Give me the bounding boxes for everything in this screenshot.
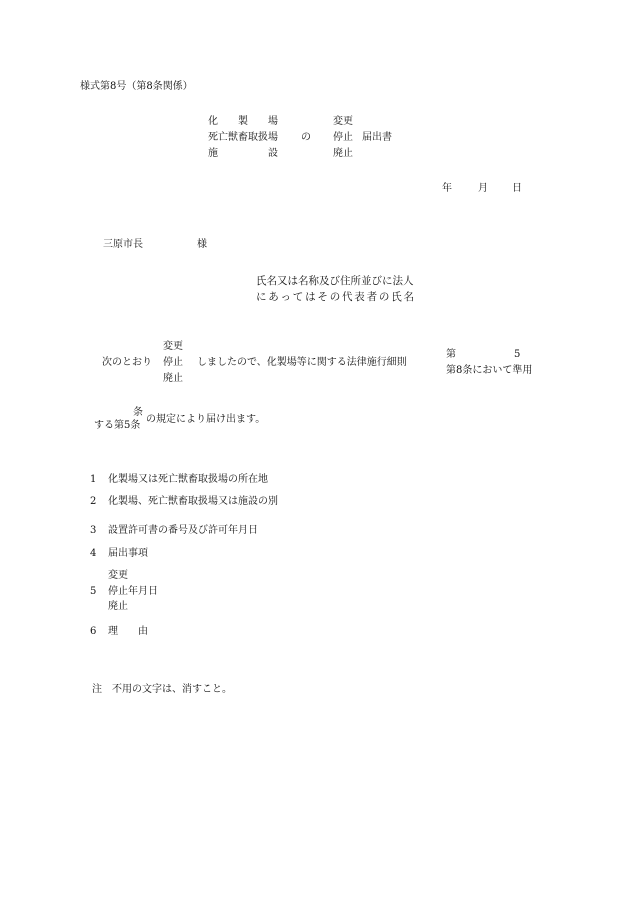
statement-option-change: 変更 bbox=[163, 341, 183, 352]
item-4-number: 4 bbox=[90, 548, 97, 559]
statement-option-abolish: 廃止 bbox=[163, 373, 183, 384]
item-6-number: 6 bbox=[90, 626, 97, 637]
title-suffix: 届出書 bbox=[362, 132, 392, 143]
date-year: 年 bbox=[442, 183, 452, 194]
item-4-text: 届出事項 bbox=[108, 548, 148, 559]
item-6-text: 理 由 bbox=[108, 626, 148, 637]
item-5-option-change: 変更 bbox=[108, 570, 128, 581]
date-day: 日 bbox=[512, 183, 522, 194]
item-5-number: 5 bbox=[90, 586, 97, 597]
title-col2-line1: 変更 bbox=[333, 116, 353, 127]
statement-option-stop: 停止 bbox=[163, 357, 183, 368]
title-col1-line1: 化 製 場 bbox=[208, 116, 278, 127]
recipient-honorific: 様 bbox=[197, 239, 207, 250]
note: 注 不用の文字は、消すこと。 bbox=[92, 684, 232, 695]
title-col2-line3: 廃止 bbox=[333, 148, 353, 159]
item-5-option-stop-date: 停止年月日 bbox=[108, 586, 158, 597]
title-col1-line2: 死亡獣畜取扱場 bbox=[208, 132, 278, 143]
item-2-text: 化製場、死亡獣畜取扱場又は施設の別 bbox=[108, 496, 278, 507]
item-2-number: 2 bbox=[90, 496, 97, 507]
statement-right-top-right: 5 bbox=[514, 349, 521, 360]
statement-right-bottom: 第8条において準用 bbox=[446, 365, 533, 376]
applicant-line1: 氏名又は名称及び住所並びに法人 bbox=[256, 275, 414, 287]
title-col1-line3: 施 設 bbox=[208, 148, 278, 159]
item-3-text: 設置許可書の番号及び許可年月日 bbox=[108, 525, 258, 536]
statement-line2-rest: の規定により届け出ます。 bbox=[146, 414, 266, 425]
statement-right-top-left: 第 bbox=[446, 349, 456, 360]
recipient-name: 三原市長 bbox=[103, 239, 143, 250]
item-3-number: 3 bbox=[90, 525, 97, 536]
statement-lead: 次のとおり bbox=[102, 357, 152, 368]
title-particle: の bbox=[301, 132, 311, 143]
applicant-line2: にあってはその代表者の氏名 bbox=[256, 291, 416, 303]
item-1-number: 1 bbox=[90, 474, 97, 485]
form-number: 様式第8号（第8条関係） bbox=[80, 81, 193, 92]
statement-line2-sup: 条 bbox=[133, 407, 143, 418]
item-5-option-abolish: 廃止 bbox=[108, 601, 128, 612]
date-month: 月 bbox=[478, 183, 488, 194]
statement-line2-left: する第5条 bbox=[94, 420, 141, 431]
statement-middle: しましたので、化製場等に関する法律施行細則 bbox=[197, 357, 407, 368]
title-col2-line2: 停止 bbox=[333, 132, 353, 143]
item-1-text: 化製場又は死亡獣畜取扱場の所在地 bbox=[108, 474, 268, 485]
